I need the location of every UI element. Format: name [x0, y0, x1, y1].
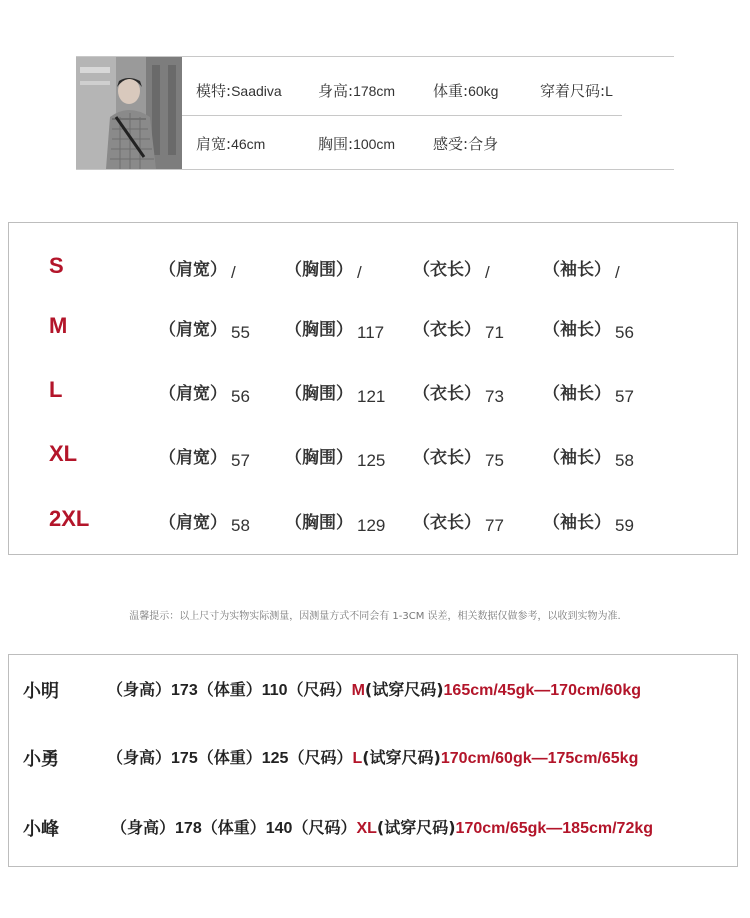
divider [182, 115, 622, 116]
size-label: M [49, 313, 68, 338]
length-cell: （衣长） / [413, 260, 490, 282]
model-info-section [0, 0, 750, 180]
size-label: 2XL [49, 506, 90, 531]
sleeve-cell: （袖长） 59 [543, 513, 634, 535]
size-row [9, 441, 737, 481]
divider [76, 56, 674, 57]
tester-details: （身高）178（体重）140（尺码）XL(试穿尺码)170cm/65gk—185cm/72kg [111, 818, 654, 837]
fit-row [9, 745, 737, 785]
chest-cell: （胸围） / [285, 260, 362, 282]
tester-size: XL [356, 820, 377, 837]
size-chart [8, 222, 738, 555]
tester-details: （身高）173（体重）110（尺码）M(试穿尺码)165cm/45gk—170cm/60kg [107, 680, 641, 699]
tester-range: 170cm/65gk—185cm/72kg [455, 820, 654, 837]
tester-details: （身高）175（体重）125（尺码）L(试穿尺码)170cm/60gk—175cm/65kg [107, 748, 639, 767]
length-cell: （衣长） 71 [413, 320, 504, 342]
tester-range: 165cm/45gk—170cm/60kg [443, 682, 641, 699]
tester-name: 小勇 [23, 749, 59, 770]
sleeve-cell: （袖长） 57 [543, 384, 634, 406]
shoulder-cell: （肩宽） 55 [159, 320, 250, 342]
tester-range: 170cm/60gk—175cm/65kg [440, 750, 639, 767]
sleeve-cell: （袖长） 58 [543, 448, 634, 470]
length-cell: （衣长） 75 [413, 448, 504, 470]
measurement-notice: 温馨提示：以上尺寸为实物实际测量，因测量方式不同会有 1-3CM 误差，相关数据仅做参考，以收到实物为准. [129, 611, 621, 622]
fit-reference-table [8, 654, 738, 867]
chest-cell: （胸围） 125 [285, 448, 386, 470]
size-row [9, 506, 737, 546]
tester-name: 小峰 [23, 819, 59, 840]
sleeve-cell: （袖长） / [543, 260, 620, 282]
shoulder-cell: （肩宽） 58 [159, 513, 250, 535]
model-name: 模特:Saadiva [196, 82, 282, 100]
model-photo-illustration [76, 57, 182, 169]
model-feeling: 感受:合身 [433, 135, 499, 153]
model-photo [76, 57, 182, 169]
model-size: 穿着尺码:L [540, 82, 613, 100]
model-height: 身高:178cm [318, 82, 396, 100]
size-label: S [49, 253, 64, 278]
length-cell: （衣长） 77 [413, 513, 504, 535]
chest-cell: （胸围） 117 [285, 320, 385, 342]
size-label: L [49, 377, 63, 402]
model-shoulder: 肩宽:46cm [196, 135, 266, 153]
size-row [9, 253, 737, 293]
tester-name: 小明 [23, 681, 59, 702]
shoulder-cell: （肩宽） / [159, 260, 236, 282]
fit-row [9, 815, 737, 855]
chest-cell: （胸围） 121 [285, 384, 386, 406]
chest-cell: （胸围） 129 [285, 513, 386, 535]
length-cell: （衣长） 73 [413, 384, 504, 406]
tester-size: M [351, 682, 365, 699]
size-row [9, 313, 737, 353]
model-weight: 体重:60kg [433, 82, 499, 100]
shoulder-cell: （肩宽） 56 [159, 384, 250, 406]
divider [76, 169, 674, 170]
size-label: XL [49, 441, 78, 466]
size-row [9, 377, 737, 417]
shoulder-cell: （肩宽） 57 [159, 448, 250, 470]
tester-size: L [352, 750, 363, 767]
sleeve-cell: （袖长） 56 [543, 320, 634, 342]
fit-row [9, 677, 737, 717]
model-chest: 胸围:100cm [318, 135, 396, 153]
